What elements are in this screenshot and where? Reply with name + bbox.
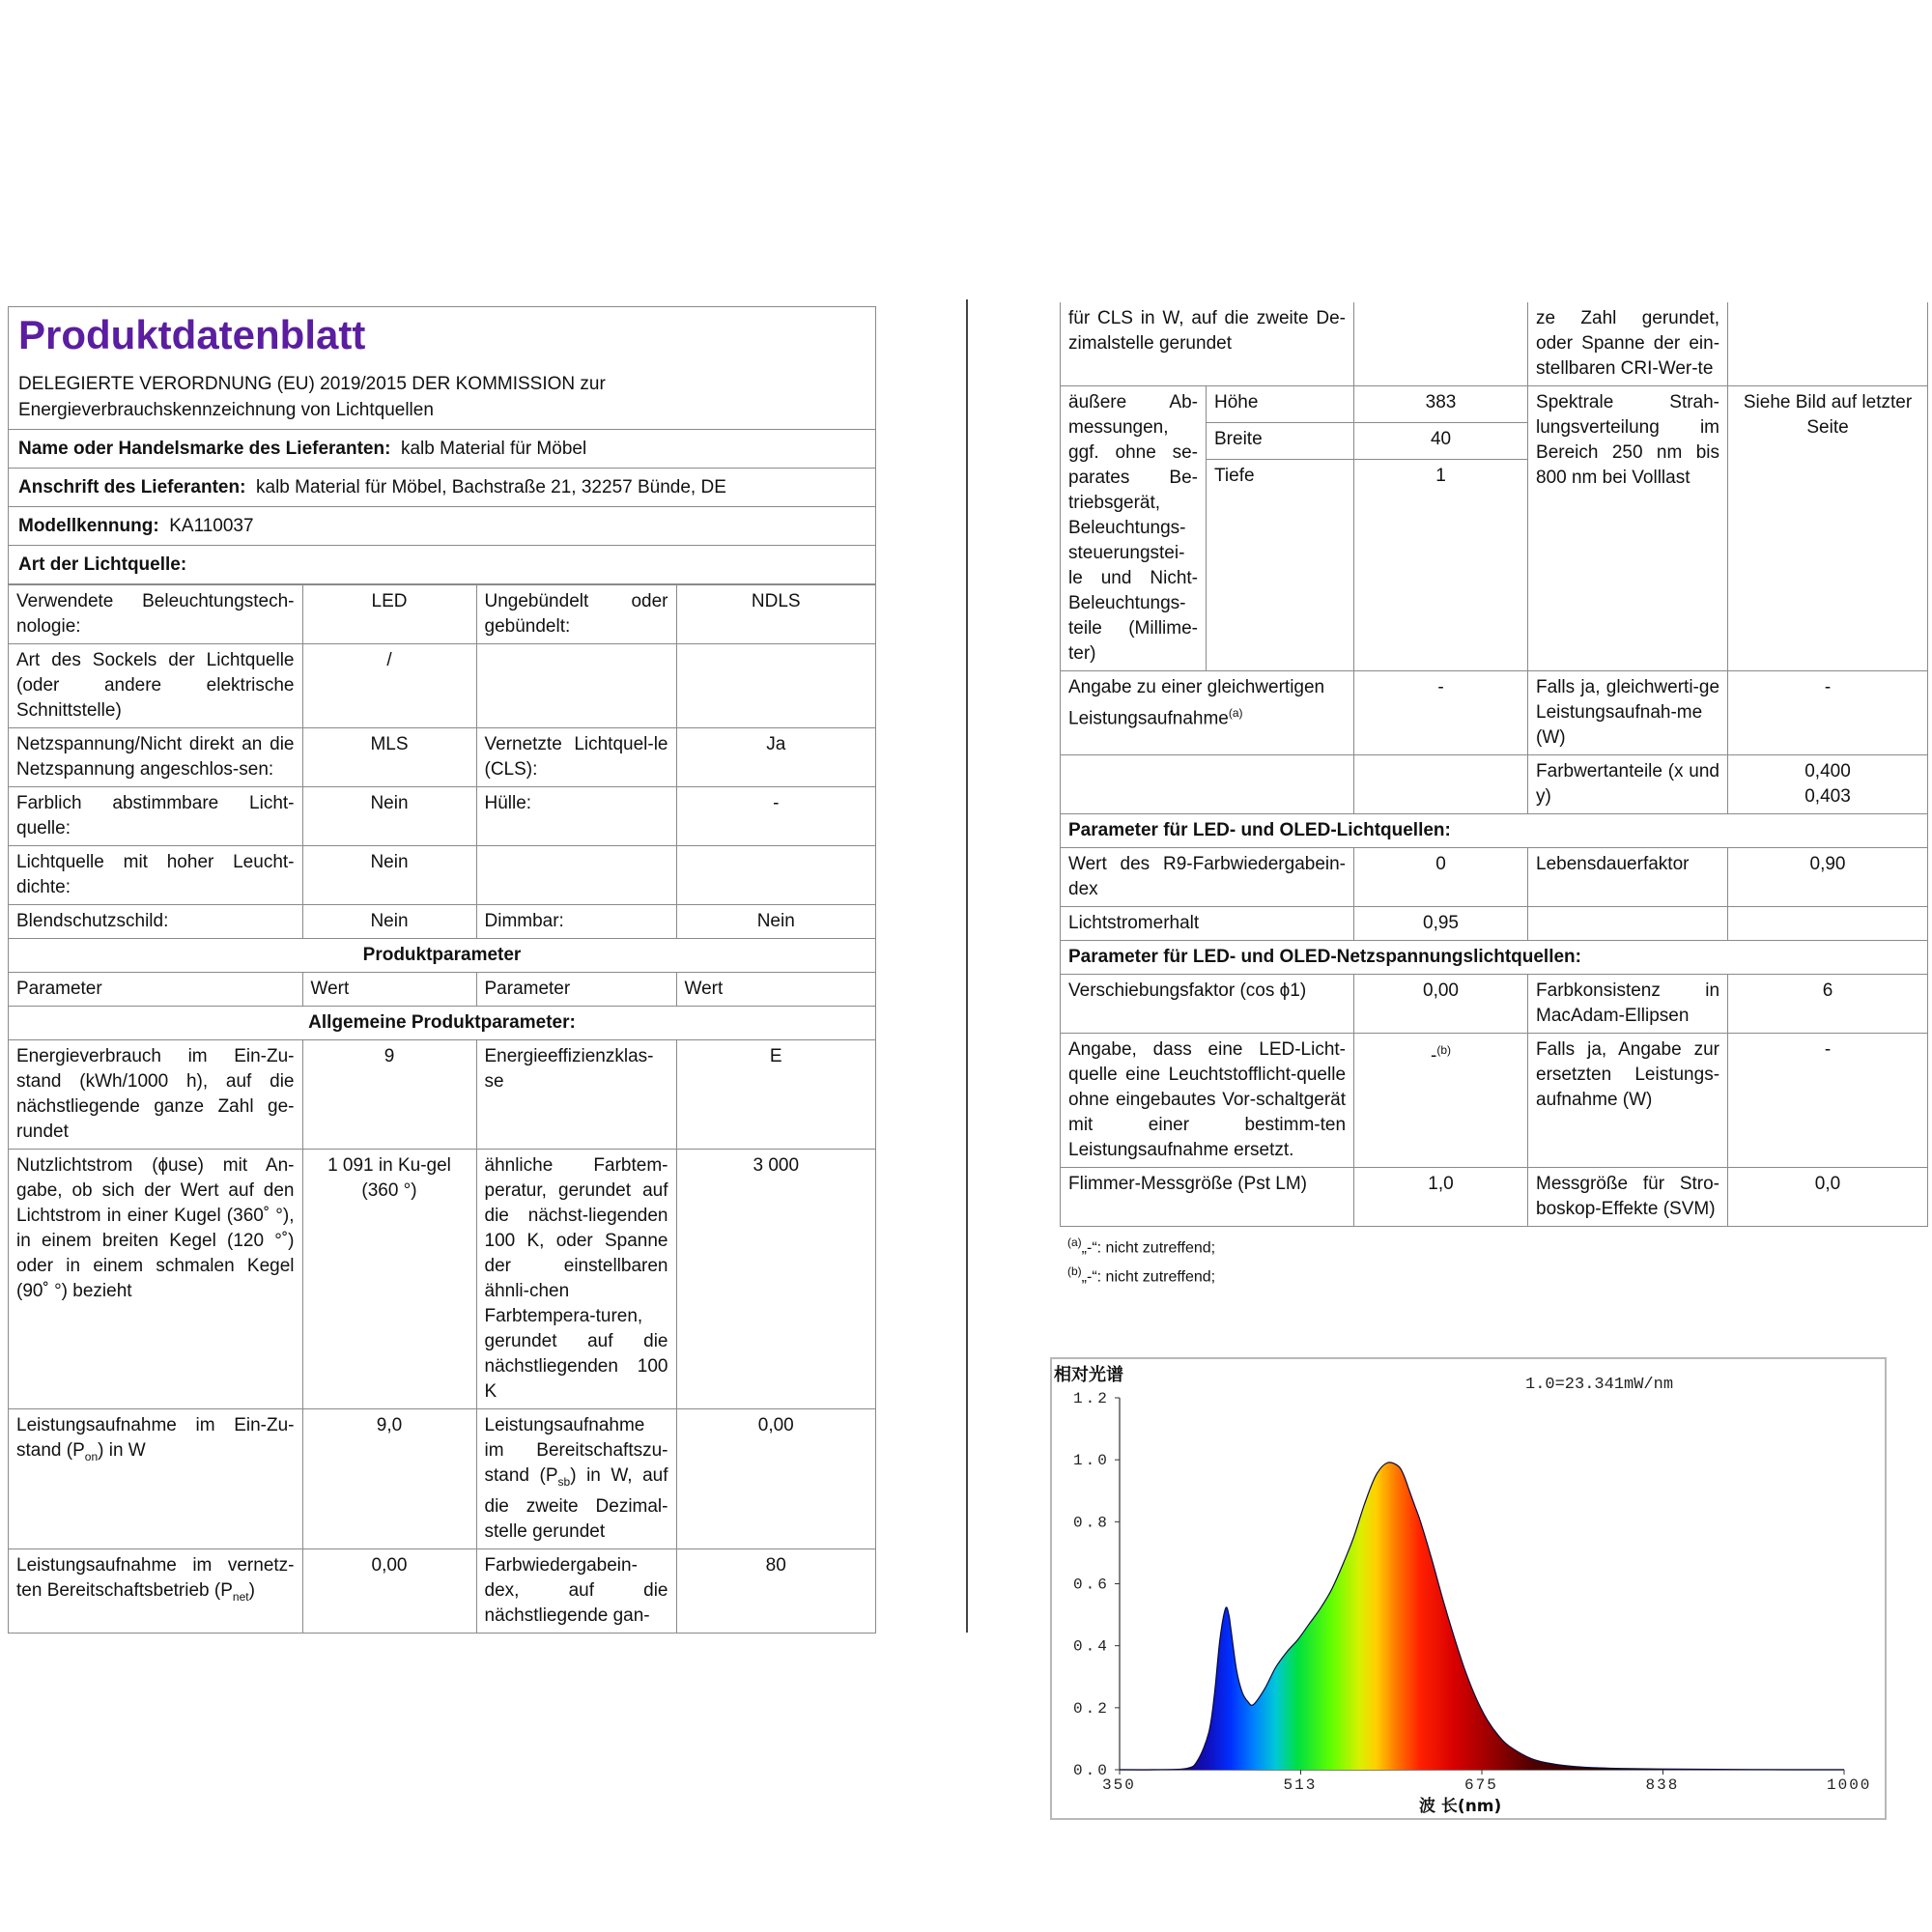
empty-cell [1728,907,1928,941]
cls-value: Ja [676,728,875,787]
depth-label: Tiefe [1207,460,1354,671]
light-source-type-label: Art der Lichtquelle: [9,546,875,584]
y-tick-label: 0.4 [1073,1637,1110,1656]
footnote-a-mark: (a) [1067,1236,1082,1249]
cri-value: 80 [676,1548,875,1633]
equiv-power-value: - [1728,671,1928,755]
flicker-label: Flimmer-Messgröße (Pst LM) [1061,1168,1354,1227]
replace-power-label: Falls ja, Angabe zur ersetzten Leistungs-aufnahme (W) [1528,1034,1728,1168]
tech-value: LED [302,585,476,644]
left-datasheet-page [8,306,876,1634]
replace-label: Angabe, dass eine LED-Licht-quelle eine Leuchtstofflicht-quelle ohne eingebautes Vor-schaltgerät mit einer bestimm-ten Leistungsaufnahme ersetzt. [1061,1034,1354,1168]
eclass-value: E [676,1040,875,1150]
table-row [9,787,875,846]
equiv-value: - [1354,671,1528,755]
x-tick-label: 513 [1283,1776,1318,1794]
empty-cell [676,846,875,905]
flux-value: 1 091 in Ku-gel (360 °) [302,1150,476,1409]
table-row [1061,975,1928,1034]
y-tick-label: 0.8 [1073,1514,1110,1532]
maintenance-value: 0,95 [1354,907,1528,941]
spectrum-area [1120,1398,1844,1770]
x-tick-label: 1000 [1827,1776,1872,1794]
y-tick-label: 0.6 [1073,1576,1110,1594]
page-title: Produktdatenblatt [18,312,366,357]
table-row [9,1007,875,1040]
cri-label: Farbwiedergabein-dex, auf die nächstliegende gan- [476,1548,676,1633]
dimmable-label: Dimmbar: [476,905,676,939]
x-tick-label: 350 [1102,1776,1136,1794]
dpf-label: Verschiebungsfaktor (cos ϕ1) [1061,975,1354,1034]
table-row [1061,941,1928,975]
table-row [9,905,875,939]
col-value-header: Wert [302,973,476,1007]
footnote-a-text: „-“: nicht zutreffend; [1081,1239,1216,1257]
tunable-label: Farblich abstimmbare Licht-quelle: [9,787,302,846]
left-parameter-table [9,584,875,1633]
col-parameter-header: Parameter [476,973,676,1007]
psb-value: 0,00 [676,1409,875,1549]
dims-label: äußere Ab-messungen, ggf. ohne se-parates Be-triebsgerät, Beleuchtungs-steuerungstei-le und Nicht-Beleuchtungs-teile (Millime-ter) [1061,386,1207,671]
pnet-label-start: Leistungsaufnahme im vernetz-ten Bereitschaftsbetrieb (P [16,1554,295,1601]
x-tick-labels [1102,1770,1871,1794]
socket-label: Art des Sockels der Lichtquelle (oder andere elektrische Schnittstelle) [9,644,302,728]
led-params-heading: Parameter für LED- und OLED-Lichtquellen: [1061,814,1928,848]
table-row [9,585,875,644]
product-params-heading: Produktparameter [9,939,875,973]
equiv-label [1061,671,1354,755]
table-row [1061,302,1928,386]
mains-label: Netzspannung/Nicht direkt an die Netzspannung angeschlos-sen: [9,728,302,787]
survival-label: Lebensdauerfaktor [1528,848,1728,907]
empty-cell [676,644,875,728]
maintenance-label: Lichtstromerhalt [1061,907,1354,941]
cct-value: 3 000 [676,1150,875,1409]
eclass-label: Energieeffizienzklas-se [476,1040,676,1150]
y-tick-label: 1.0 [1073,1452,1110,1470]
model-label: Modellkennung: [18,516,159,536]
consistency-value: 6 [1728,975,1928,1034]
antiglare-value: Nein [302,905,476,939]
replace-value [1354,1034,1528,1168]
spectral-label: Spektrale Strah-lungsverteilung im Bereich 250 nm bis 800 nm bei Volllast [1528,386,1728,671]
supplier-name-row [9,430,875,469]
empty-cell [476,644,676,728]
y-tick-labels [1073,1390,1120,1779]
envelope-label: Hülle: [476,787,676,846]
table-row [9,939,875,973]
spectral-value: Siehe Bild auf letzter Seite [1728,386,1928,671]
width-value: 40 [1354,423,1528,460]
table-row [9,728,875,787]
regulation-line-1: DELEGIERTE VERORDNUNG (EU) 2019/2015 DER KOMMISSION zur [18,374,606,394]
psb-label-start: Leistungsaufnahme im Bereitschaftszu-stand (P [484,1415,668,1486]
psb-label-end: ) in W, auf die zweite Dezimal-stelle gerundet [484,1465,668,1542]
socket-value: / [302,644,476,728]
table-row [1061,848,1928,907]
x-tick-label: 675 [1464,1776,1498,1794]
empty-cell [1354,755,1528,814]
dimmable-value: Nein [676,905,875,939]
spectrum-chart [1050,1357,1887,1820]
antiglare-label: Blendschutzschild: [9,905,302,939]
flicker-value: 1,0 [1354,1168,1528,1227]
table-row [9,1409,875,1549]
footnote-b [1067,1260,1919,1289]
chroma-label: Farbwertanteile (x und y) [1528,755,1728,814]
supplier-name-value: kalb Material für Möbel [400,439,587,459]
footnote-b-text: „-“: nicht zutreffend; [1081,1268,1216,1286]
x-tick-label: 838 [1645,1776,1680,1794]
spectrum-chart-svg [1052,1359,1885,1818]
pnet-label [9,1548,302,1633]
table-row [1061,755,1928,814]
table-row [9,644,875,728]
chroma-y-value: 0,403 [1804,786,1851,807]
cont-left-label: für CLS in W, auf die zweite De-zimalstelle gerundet [1061,302,1354,386]
chart-annotation: 1.0=23.341mW/nm [1525,1376,1674,1394]
empty-cell [1354,302,1528,386]
empty-cell [1061,755,1354,814]
envelope-value: - [676,787,875,846]
regulation-line-2: Energieverbrauchskennzeichnung von Lichtquellen [18,400,434,420]
pnet-subscript: net [232,1589,249,1604]
cct-label: ähnliche Farbtem-peratur, gerundet auf die nächst-liegenden 100 K, oder Spanne der einstellbaren ähnli-chen Farbtempera-turen, gerundet auf die nächstliegenden 100 K [476,1150,676,1409]
energy-label: Energieverbrauch im Ein-Zu-stand (kWh/1000 h), auf die nächstliegende ganze Zahl ge-rundet [9,1040,302,1150]
bundled-label: Ungebündelt oder gebündelt: [476,585,676,644]
luminance-value: Nein [302,846,476,905]
table-row [1061,814,1928,848]
survival-value: 0,90 [1728,848,1928,907]
width-label: Breite [1207,423,1354,460]
pon-value: 9,0 [302,1409,476,1549]
svm-value: 0,0 [1728,1168,1928,1227]
psb-label [476,1409,676,1549]
pnet-label-end: ) [248,1579,255,1601]
empty-cell [1528,907,1728,941]
empty-cell [476,846,676,905]
col-value-header: Wert [676,973,875,1007]
svm-label: Messgröße für Stro-boskop-Effekte (SVM) [1528,1168,1728,1227]
cont-right-label: ze Zahl gerundet, oder Spanne der ein-stellbaren CRI-Wer-te [1528,302,1728,386]
replace-value-text: - [1431,1045,1437,1066]
supplier-name-label: Name oder Handelsmarke des Lieferanten: [18,439,391,459]
equiv-label-text: Angabe zu einer gleichwertigen Leistungsaufnahme [1068,677,1325,729]
pnet-value: 0,00 [302,1548,476,1633]
height-value: 383 [1354,386,1528,423]
x-axis-label: 波 长(nm) [1419,1797,1502,1816]
general-params-heading: Allgemeine Produktparameter: [9,1007,875,1040]
replace-power-value: - [1728,1034,1928,1168]
table-row [1061,1168,1928,1227]
bundled-value: NDLS [676,585,875,644]
supplier-address-label: Anschrift des Lieferanten: [18,477,246,497]
right-datasheet-page [1060,302,1927,1293]
energy-value: 9 [302,1040,476,1150]
replace-footnote-mark: (b) [1436,1043,1452,1057]
y-tick-label: 0.0 [1073,1762,1110,1779]
dpf-value: 0,00 [1354,975,1528,1034]
regulation-line [9,365,875,430]
table-row [1061,1034,1928,1168]
supplier-address-value: kalb Material für Möbel, Bachstraße 21, 32257 Bünde, DE [256,477,726,497]
chroma-x-value: 0,400 [1804,761,1851,781]
table-row [9,1150,875,1409]
table-row [1061,907,1928,941]
mains-params-heading: Parameter für LED- und OLED-Netzspannungslichtquellen: [1061,941,1928,975]
table-row [1061,671,1928,755]
right-parameter-table [1060,302,1928,1227]
chroma-values [1728,755,1928,814]
mains-value: MLS [302,728,476,787]
equiv-power-label: Falls ja, gleichwerti-ge Leistungsaufnah-me (W) [1528,671,1728,755]
table-row [1061,386,1928,423]
y-tick-label: 1.2 [1073,1390,1110,1407]
table-row [9,973,875,1007]
page-divider-line [966,299,968,1633]
y-tick-label: 0.2 [1073,1699,1110,1718]
psb-subscript: sb [557,1474,571,1489]
r9-label: Wert des R9-Farbwiedergabein-dex [1061,848,1354,907]
cls-label: Vernetzte Lichtquel-le (CLS): [476,728,676,787]
pon-label [9,1409,302,1549]
luminance-label: Lichtquelle mit hoher Leucht-dichte: [9,846,302,905]
footnote-b-mark: (b) [1067,1264,1082,1279]
model-value: KA110037 [169,516,254,536]
footnote-a [1067,1231,1919,1260]
table-row [9,1548,875,1633]
consistency-label: Farbkonsistenz in MacAdam-Ellipsen [1528,975,1728,1034]
r9-value: 0 [1354,848,1528,907]
flux-label: Nutzlichtstrom (ɸuse) mit An-gabe, ob sich der Wert auf den Lichtstrom in einer Kugel (360˚ °), in einem breiten Kegel (120 °˚) oder in einem schmalen Kegel (90˚ °) bezieht [9,1150,302,1409]
model-row [9,507,875,546]
tunable-value: Nein [302,787,476,846]
pon-label-end: ) in W [98,1440,146,1461]
supplier-address-row [9,469,875,507]
equiv-footnote-mark: (a) [1228,706,1243,720]
chart-title: 相对光谱 [1054,1365,1123,1385]
tech-label: Verwendete Beleuchtungstech-nologie: [9,585,302,644]
empty-cell [1728,302,1928,386]
pon-subscript: on [84,1449,99,1463]
pon-label-start: Leistungsaufnahme im Ein-Zu-stand (P [16,1415,295,1461]
height-label: Höhe [1207,386,1354,423]
footnotes [1060,1227,1927,1293]
depth-value: 1 [1354,460,1528,671]
col-parameter-header: Parameter [9,973,302,1007]
table-row [9,846,875,905]
table-row [9,1040,875,1150]
